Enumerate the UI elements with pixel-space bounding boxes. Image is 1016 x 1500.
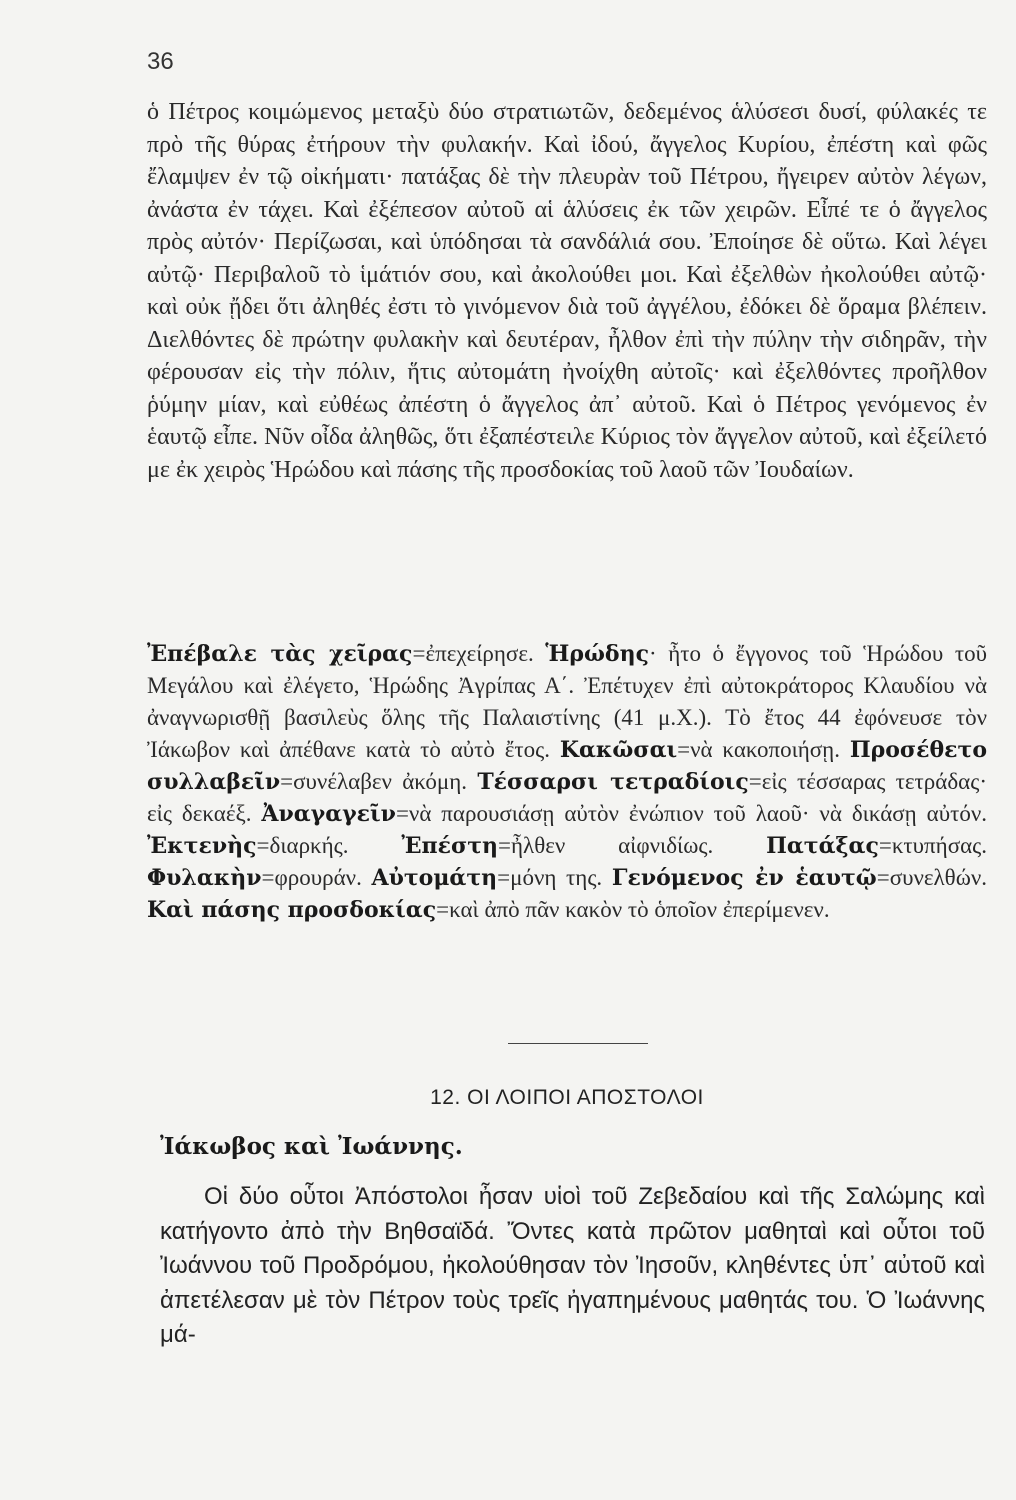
subheading: Ἰάκωβος καὶ Ἰωάννης. [160,1133,463,1160]
glossary-term: Ἐπέστη [401,833,499,859]
glossary-term: Γενόμενος ἐν ἑαυτῷ [611,865,877,891]
glossary-term: Πατάξας [766,833,879,859]
glossary-definition: =κτυπήσας. [878,833,987,858]
glossary-term: Ἐπέβαλε τὰς χεῖρας [147,641,413,667]
narrative-paragraph: ὁ Πέτρος κοιμώμενος μεταξὺ δύο στρατιωτῶν, δεδεμένος ἁλύσεσι δυσί, φύλακές τε πρὸ τῆς θύρας ἐτήρουν τὴν φυλακήν. Καὶ ἰδού, ἄγγελος Κυρίου, ἐπέστη καὶ φῶς ἔλαμψεν ἐν τῷ οἰκήματι· πατάξας δὲ τὴν πλευρὰν τοῦ Πέτρου, ἤγειρεν αὐτὸν λέγων, ἀνάστα ἐν τάχει. Καὶ ἐξέπεσον αὐτοῦ αἱ ἁλύσεις ἐκ τῶν χειρῶν. Εἶπέ τε ὁ ἄγγελος πρὸς αὐτόν· Περίζωσαι, καὶ ὑπόδησαι τὰ σανδάλιά σου. Ἐποίησε δὲ οὕτω. Καὶ λέγει αὐτῷ· Περιβαλοῦ τὸ ἱμάτιόν σου, καὶ ἀκολούθει μοι. Καὶ ἐξελθὼν ἠκολούθει αὐτῷ· καὶ οὐκ ᾔδει ὅτι ἀληθές ἐστι τὸ γινόμενον διὰ τοῦ ἀγγέλου, ἐδόκει δὲ ὅραμα βλέπειν. Διελθόντες δὲ πρώτην φυλακὴν καὶ δευτέραν, ἦλθον ἐπὶ τὴν πύλην τὴν σιδηρᾶν, τὴν φέρουσαν εἰς τὴν πόλιν, ἥτις αὐτομάτη ἠνοίχθη αὐτοῖς· καὶ ἐξελθόντες προῆλθον ῥύμην μίαν, καὶ εὐθέως ἀπέστη ὁ ἄγγελος ἀπ᾿ αὐτοῦ. Καὶ ὁ Πέτρος γενόμενος ἐν ἑαυτῷ εἶπε. Νῦν οἶδα ἀληθῶς, ὅτι ἐξαπέστειλε Κύριος τὸν ἄγγελον αὐτοῦ, καὶ ἐξείλετό με ἐκ χειρὸς Ἡρώδου καὶ πάσης τῆς προσδοκίας τοῦ λαοῦ τῶν Ἰουδαίων. [147,99,987,483]
body-section [160,1180,985,1353]
glossary-term: Ἐκτενὴς [147,833,257,859]
glossary-definition: =μόνη της. [497,865,612,890]
glossary-definition: =συνέλαβεν ἀκόμη. [280,769,478,794]
section-divider [508,1043,648,1044]
glossary-term: Τέσσαρσι τετραδίοις [477,769,749,795]
glossary-term: Ἡρώδης [545,641,649,667]
glossary-definition: =νὰ κακοποιήσῃ. [677,737,850,762]
glossary-definition: =συνελθών. [876,865,987,890]
glossary-paragraph [147,638,987,926]
glossary-term: Αὐτομάτη [371,865,498,891]
glossary-definition: =διαρκής. [256,833,402,858]
glossary-term: Ἀναγαγεῖν [261,801,396,827]
glossary-definition: =νὰ παρουσιάσῃ αὐτὸν ἐνώπιον τοῦ λαοῦ· νὰ δικάσῃ αὐτόν. [395,801,987,826]
glossary-section [147,638,987,926]
chapter-heading: 12. ΟΙ ΛΟΙΠΟΙ ΑΠΟΣΤΟΛΟΙ [430,1086,704,1109]
glossary-term: Κακῶσαι [559,737,678,763]
body-paragraph: Οἱ δύο οὗτοι Ἀπόστολοι ἦσαν υἱοὶ τοῦ Ζεβεδαίου καὶ τῆς Σαλώμης καὶ κατήγοντο ἀπὸ τὴν Βηθσαϊδά. Ὄντες κατὰ πρῶτον μαθηταὶ καὶ οὗτοι τοῦ Ἰωάννου τοῦ Προδρόμου, ἠκολούθησαν τὸν Ἰησοῦν, κληθέντες ὑπ᾿ αὐτοῦ καὶ ἀπετέλεσαν μὲ τὸν Πέτρον τοὺς τρεῖς ἠγαπημένους μαθητάς του. Ὁ Ἰωάννης μά- [160,1183,985,1348]
page-number: 36 [147,48,174,75]
glossary-term: Προσέθετο συλλαβεῖν [147,737,988,795]
glossary-definition: =φρουράν. [261,865,372,890]
glossary-definition: =καὶ ἀπὸ πᾶν κακὸν τὸ ὁποῖον ἐπερίμενεν. [436,897,830,922]
glossary-definition: =ἦλθεν αἰφνιδίως. [498,833,767,858]
glossary-term: Καὶ πάσης προσδοκίας [147,897,437,923]
glossary-definition: =ἐπεχείρησε. [412,641,546,666]
glossary-definition: · ἦτο ὁ ἔγγονος τοῦ Ἡρώδου τοῦ Μεγάλου καὶ ἐλέγετο, Ἡρώδης Ἀγρίπας Α΄. Ἐπέτυχεν ἐπὶ αὐτοκράτορος Κλαυδίου νὰ ἀναγνωρισθῇ βασιλεὺς ὅλης τῆς Παλαιστίνης (41 μ.Χ.). Τὸ ἔτος 44 ἐφόνευσε τὸν Ἰάκωβον καὶ ἀπέθανε κατὰ τὸ αὐτὸ ἔτος. [147,641,987,762]
glossary-term: Φυλακὴν [147,865,262,891]
glossary-definition: =εἰς τέσσαρας τετράδας· εἰς δεκαέξ. [147,769,987,826]
narrative-section [147,96,987,486]
